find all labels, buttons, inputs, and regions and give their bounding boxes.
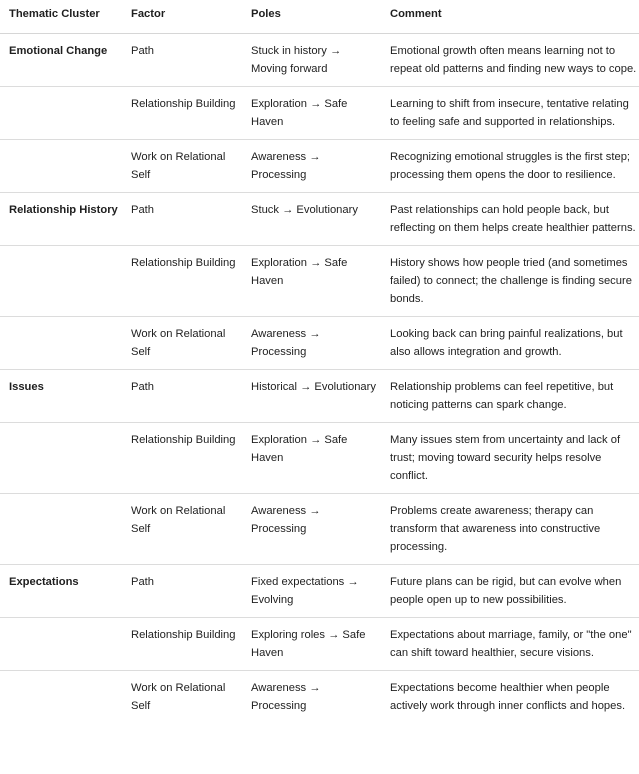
cell-cluster [0,140,122,193]
cell-comment: Expectations about marriage, family, or "the one" can shift toward healthier, secure visions. [380,618,639,671]
cell-comment: Problems create awareness; therapy can transform that awareness into constructive processing. [380,494,639,565]
cell-cluster [0,671,122,724]
cell-comment: History shows how people tried (and sometimes failed) to connect; the challenge is finding secure bonds. [380,246,639,317]
cell-factor: Relationship Building [122,423,242,494]
cell-factor: Work on Relational Self [122,140,242,193]
table-row [0,618,639,671]
cell-factor: Path [122,565,242,618]
cell-cluster [0,618,122,671]
table-row [0,87,639,140]
cell-factor: Relationship Building [122,618,242,671]
cell-comment: Future plans can be rigid, but can evolve when people open up to new possibilities. [380,565,639,618]
cell-comment: Looking back can bring painful realizations, but also allows integration and growth. [380,317,639,370]
cell-poles: Awareness → Processing [242,140,380,193]
table-row [0,671,639,724]
cell-comment: Past relationships can hold people back, but reflecting on them helps create healthier patterns. [380,193,639,246]
cell-factor: Path [122,34,242,87]
cell-comment: Emotional growth often means learning not to repeat old patterns and finding new ways to cope. [380,34,639,87]
cell-comment: Expectations become healthier when people actively work through inner conflicts and hopes. [390,682,626,712]
cell-poles: Exploration → Safe Haven [242,246,380,317]
cell-factor: Work on Relational Self [122,317,242,370]
cell-poles: Stuck → Evolutionary [242,193,380,246]
cell-poles: Exploration → Safe Haven [242,87,380,140]
cell-factor: Relationship Building [122,246,242,317]
table-row [0,565,639,618]
cell-poles: Awareness → Processing [251,682,321,712]
table-header-row [0,0,639,34]
header-thematic-cluster: Thematic Cluster [0,0,122,34]
cell-poles: Stuck in history → Moving forward [242,34,380,87]
cell-poles: Exploring roles → Safe Haven [242,618,380,671]
header-factor: Factor [122,0,242,34]
cell-comment: Recognizing emotional struggles is the first step; processing them opens the door to resilience. [380,140,639,193]
cell-comment: Many issues stem from uncertainty and lack of trust; moving toward security helps resolve conflict. [380,423,639,494]
cell-poles: Awareness → Processing [242,317,380,370]
table-row [0,193,639,246]
cell-cluster [0,317,122,370]
table-row [0,370,639,423]
table-row [0,494,639,565]
cell-cluster [0,87,122,140]
cell-poles: Awareness → Processing [242,494,380,565]
header-comment: Comment [380,0,639,34]
cell-cluster: Emotional Change [0,34,122,87]
cell-factor: Path [122,193,242,246]
table-row [0,317,639,370]
table-row [0,246,639,317]
cell-poles: Fixed expectations → Evolving [242,565,380,618]
cell-cluster [0,423,122,494]
cell-poles: Historical → Evolutionary [242,370,380,423]
table-row [0,423,639,494]
cell-factor: Path [122,370,242,423]
cell-cluster: Issues [0,370,122,423]
cell-poles: Exploration → Safe Haven [242,423,380,494]
cell-comment: Learning to shift from insecure, tentative relating to feeling safe and supported in relationships. [380,87,639,140]
cell-factor: Work on Relational Self [131,682,226,712]
cell-factor: Relationship Building [122,87,242,140]
table-row [0,34,639,87]
cell-cluster [0,494,122,565]
cell-factor: Work on Relational Self [122,494,242,565]
cell-cluster [0,246,122,317]
cell-comment: Relationship problems can feel repetitive, but noticing patterns can spark change. [380,370,639,423]
table-row [0,140,639,193]
header-poles: Poles [242,0,380,34]
cell-cluster: Relationship History [0,193,122,246]
cell-cluster: Expectations [0,565,122,618]
